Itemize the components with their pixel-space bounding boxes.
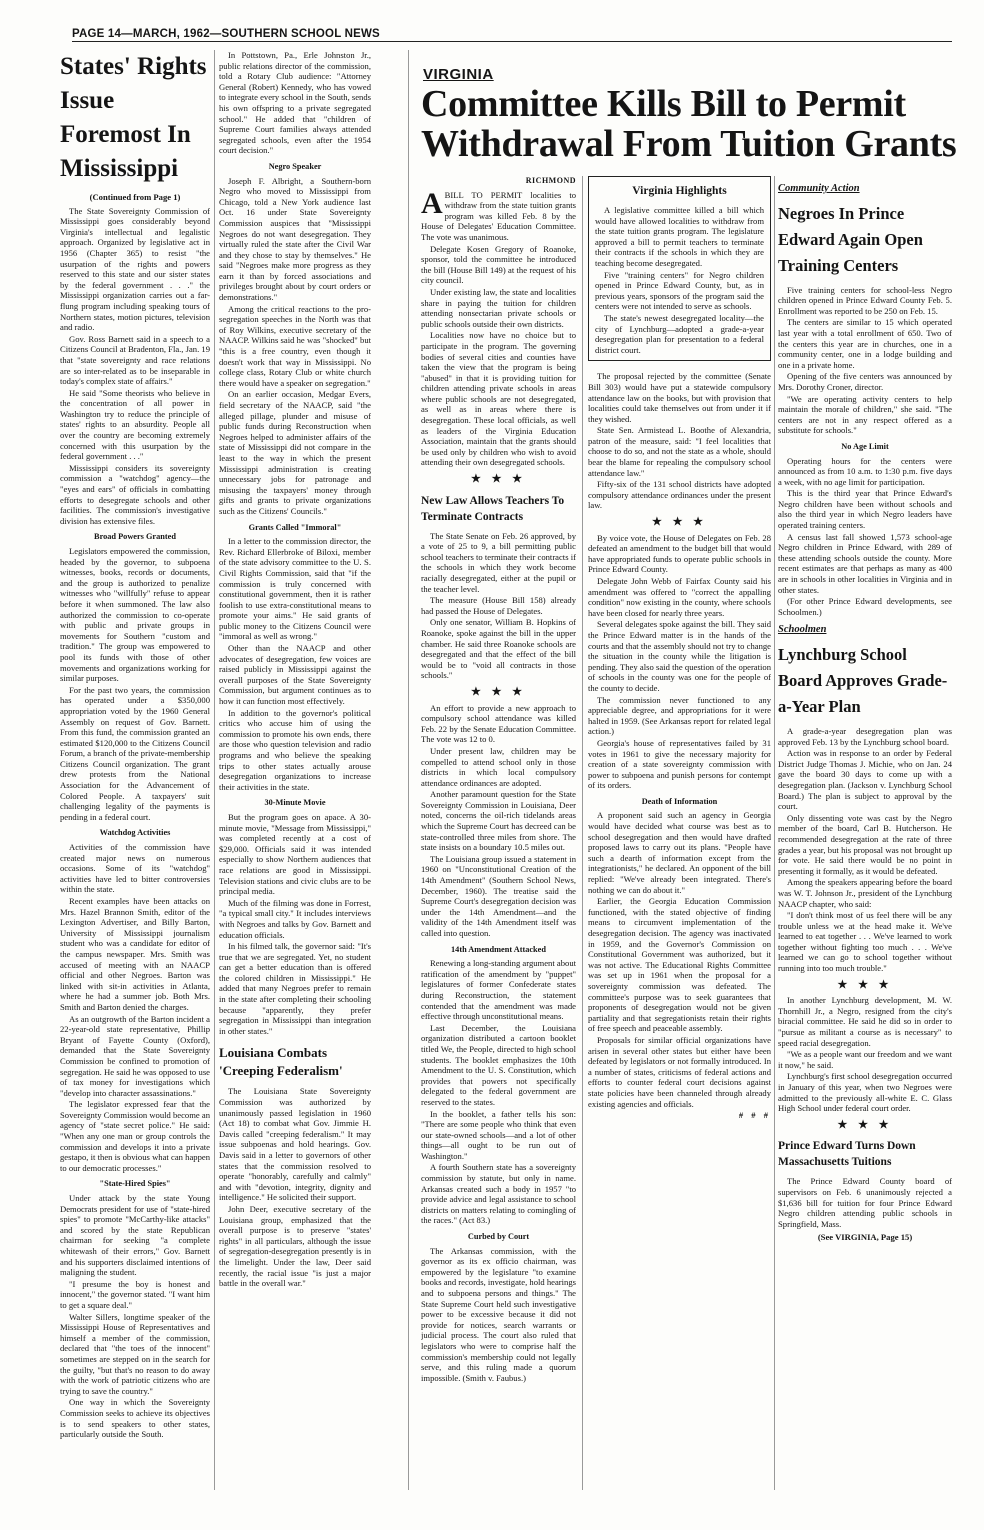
section-stars: ★ ★ ★ [837, 978, 893, 991]
column-4 [588, 176, 771, 1496]
paragraph: The Arkansas commission, with the governor as its ex officio chairman, was empowered by the legislature "to examine books and records, investigate, hold hearings and to subpoena persons and things." The State Supreme Court held such investigative power to be excessive because it did not provide for notices, search warrants or judicial process. The court also ruled that legislators who were to comprise half the commission's membership could not legally serve, and this ruling made a quorum impossible. (Smith v. Faubus.) [421, 1245, 576, 1383]
paragraph: A legislative committee killed a bill which would have allowed localities to withdraw from the state tuition grants program. The legislature approved a bill to permit teachers to terminate their contracts if the schools in which they are teaching become desegregated. [595, 205, 764, 268]
section-stars: ★ ★ ★ [470, 473, 527, 486]
paragraph: "We as a people want our freedom and we want it now," he said. [778, 1049, 952, 1070]
page-folio: PAGE 14—MARCH, 1962—SOUTHERN SCHOOL NEWS [72, 28, 952, 42]
subheading: Broad Powers Granted [94, 532, 176, 542]
paragraph: Five training centers for school-less Negro children opened in Prince Edward County Feb. 5. Enrollment was reported to be 250 on Feb. 15. [778, 284, 952, 316]
community-headline: Negroes In Prince Edward Again Open Training Centers [778, 203, 923, 275]
paragraph: By voice vote, the House of Delegates on Feb. 28 defeated an amendment to the budget bill that would have appropriated funds to operate public schools in Prince Edward County. [588, 532, 771, 575]
paragraph: The Louisiana group issued a statement in 1960 on "Unconstitutional Creation of the 14th Amendment" (Southern School News, December, 1960). The treatise said the Supreme Court's desegregation decision was under the 14th Amendment—and the validity of the 14th Amendment itself was called into question. [421, 853, 576, 938]
lead-paragraph [421, 186, 576, 243]
section-stars: ★ ★ ★ [470, 685, 527, 698]
paragraph: The Louisiana State Sovereignty Commission was authorized by unanimously passed legislation in 1960 (Act 18) to combat what Gov. Jimmie H. Davis called "creeping federalism." It may issue subpoenas and hold hearings. Gov. Davis said in a letter to governors of other states that the commission resolved to operate "honorably, carefully and calmly" and with "devotion, integrity, dignity and intelligence." He solicited their support. [219, 1086, 371, 1203]
paragraph: The legislator expressed fear that the Sovereignty Commission would become an agency of "state secret police." He said: "When any one man or group controls the commission and develops it into a private gestapo, it then is obvious what can happen to our democratic processes." [60, 1099, 210, 1173]
drop-cap: A [421, 186, 443, 220]
community-action-tag: Community Action [778, 183, 860, 194]
paragraph: One way in which the Sovereignty Commission seeks to achieve its objectives is to send speakers to other states, particularly outside the South. [60, 1397, 210, 1440]
column-rule [774, 176, 775, 1490]
paragraph: Only one senator, William B. Hopkins of Roanoke, spoke against the bill in the upper chamber. He said three Roanoke schools are desegregated and that the effect of the bill would be to "void all contracts in those schools." [421, 617, 576, 681]
paragraph: Under existing law, the state and localities share in paying the tuition for children attending nonsectarian private schools or public schools outside their own districts. [421, 286, 576, 329]
paragraph: An effort to provide a new approach to compulsory school attendance was killed Feb. 22 by the Senate Education Committee. The vote was 12 to 0. [421, 702, 576, 745]
schoolmen-tag: Schoolmen [778, 624, 827, 636]
paragraph: On an earlier occasion, Medgar Evers, field secretary of the NAACP, said "the alleged pillage, plunder and misuse of public funds during Reconstruction when Negroes helped to administer affairs of the state of Mississippi did not compare in the least to the way in which the present Mississippi administration is creating unnecessary jobs for patronage and misusing the taxpayers' money through gifts and grants to private organizations such as the Citizens' Councils." [219, 389, 371, 516]
paragraph: This is the third year that Prince Edward's Negro children have been without schools and also the third year in which Negro leaders have operated training centers. [778, 488, 952, 531]
column-rule [214, 50, 215, 1490]
paragraph: Localities now have no choice but to participate in the program. The governing bodies of several cities and counties have taken the view that the program is being "abused" in that it is providing tuition for children attending private schools in areas where public schools are not desegregated, as well as in areas where there is desegregation. These local officials, as well as leaders of the Virginia Education Association, maintain that the grants should be used only by children who wish to avoid attending their own desegregated schools. [421, 330, 576, 468]
column-3 [421, 176, 576, 1496]
end-mark: # # # [738, 1110, 771, 1121]
virginia-headline: Committee Kills Bill to Permit Withdrawal From Tuition Grants [421, 83, 957, 165]
column-rule [408, 50, 409, 1490]
paragraph: Among the critical reactions to the pro-segregation speeches in the North was that of Roy Wilkins, executive secretary of the NAACP. Wilkins said he was "shocked" but "this is a free country, even though it doesn't work that way in Mississippi. No college class, Rotary Club or white church there would have a speaker on segregation." [219, 303, 371, 388]
paragraph: Under present law, children may be compelled to attend school only in those districts in which local compulsory attendance ordinances are adopted. [421, 745, 576, 788]
teachers-headline: New Law Allows Teachers To Terminate Contracts [421, 494, 565, 523]
paragraph: The state's newest desegregated locality—the city of Lynchburg—adopted a grade-a-year desegregation plan for presentation to a federal district court. [595, 312, 764, 355]
paragraph: Delegate Kosen Gregory of Roanoke, sponsor, told the committee he introduced the bill (House Bill 149) at the request of his city council. [421, 243, 576, 286]
paragraph: In a letter to the commission director, the Rev. Richard Ellerbroke of Biloxi, member of the state advisory committee to the U. S. Civil Rights Commission, said that "if the commission is truly concerned with constitutional government, then it is rather foolish to use extra-constitutional means to promote your aims." He said grants of public money to the Citizens Council were "immoral as well as wrong." [219, 536, 371, 642]
subheading: 30-Minute Movie [264, 798, 326, 808]
paragraph: Several delegates spoke against the bill. They said the Prince Edward matter is in the hands of the courts and that the assembly should not try to change the situation in the county while the litigation is pending. They also said the question of the operation of schools in the county was one for the people of the county to decide. [588, 619, 771, 693]
paragraph: A fourth Southern state has a sovereignty commission by statute, but only in name. Arkansas created such a body in 1957 "to provide advice and legal assistance to school districts on matters relating to comingling of the races." (Act 83.) [421, 1162, 576, 1226]
paragraph: For the past two years, the commission has operated under a $350,000 appropriation voted by the 1960 General Assembly on request of Gov. Barnett. From this fund, the commission granted an estimated $120,000 to the Citizens Council Forum, a branch of the private-membership Citizens Council organization. The grant drew protests from the National Association for the Advancement of Colored People. A taxpayers' suit challenging legality of the payments is pending in a federal court. [60, 684, 210, 822]
paragraph: "I presume the boy is honest and innocent," the governor stated. "I want him to get a square deal." [60, 1278, 210, 1310]
paragraph: Proposals for similar official organizations have arisen in several other states but either have been defeated by legislators or not formally introduced. In a number of states, criticisms of federal actions and efforts to counter federal court decisions against state policies have been channeled through already existing agencies and officials. [588, 1034, 771, 1109]
paragraph: The commission never functioned to any appreciable degree, and appropriations for it were halted in 1959. (See Arkansas report for related legal action.) [588, 694, 771, 737]
column-rule [582, 176, 583, 1490]
paragraph: The State Senate on Feb. 26 approved, by a vote of 25 to 9, a bill permitting public school teachers to terminate their contracts if the schools in which they work become racially desegregated, either at the pupil or the teacher level. [421, 530, 576, 594]
paragraph: In addition to the governor's political critics who accuse him of using the commission to promote his own ends, there are those who question television and radio programs and who believe the speaking trips to other states actually arouse desegregation organizations to increase their activities in the state. [219, 707, 371, 792]
subheading: Death of Information [641, 796, 718, 806]
paragraph: Legislators empowered the commission, headed by the governor, to subpoena witnesses, books, records or documents, and the group is authorized to penalize witnesses who "willfully" refuse to appear before it when summoned. The law also authorized the commission to co-operate with public and private groups in movements for Southern "custom and tradition." The group was empowered to pool its funds with those of other movements and organizations working for similar purposes. [60, 546, 210, 684]
lynchburg-headline: Lynchburg School Board Approves Grade-a-Year Plan [778, 645, 948, 716]
paragraph: Lynchburg's first school desegregation occurred in January of this year, when two Negroes were admitted to the previously all-white E. C. Glass High School under federal court order. [778, 1071, 952, 1114]
subheading: Curbed by Court [467, 1232, 530, 1242]
paragraph: Other than the NAACP and other advocates of desegregation, few voices are raised publicly in Mississippi against the overall purposes of the State Sovereignty Commission, but argument continues as to how it can function most effectively. [219, 643, 371, 707]
paragraph: Gov. Ross Barnett said in a speech to a Citizens Council at Bradenton, Fla., Jan. 19 that "state sovereignty and race relations are so inter-related as to be inseparable in today's complex state of affairs." [60, 333, 210, 387]
paragraph: As an outgrowth of the Barton incident a 22-year-old state representative, Phillip Bryant of Fayette County (Oxford), demanded that the State Sovereignty Commission be confined to promotion of segregation. He said he was opposed to use of tax money for investigations which "develop into character assassinations." [60, 1013, 210, 1098]
paragraph: Among the speakers appearing before the board was W. T. Johnson Jr., president of the Lynchburg NAACP chapter, who said: [778, 877, 952, 909]
subheading: Grants Called "Immoral" [248, 522, 342, 532]
paragraph: The measure (House Bill 158) already had passed the House of Delegates. [421, 595, 576, 616]
paragraph: The State Sovereignty Commission of Mississippi goes considerably beyond Virginia's intellectual and legalistic approach. Organized by legislative act in 1956 (Chapter 365) to resist "the usurpation of the rights and powers reserved to this state and our sister states by the federal government . . ." the Mississippi organization carries out a far-flung program including speaking tours of Northern states, motion pictures, television and radio. [60, 205, 210, 333]
subheading: "State-Hired Spies" [99, 1179, 171, 1189]
dateline: RICHMOND [525, 176, 576, 185]
paragraph: "I don't think most of us feel there will be any trouble unless we at the head make it. We've learned to eat together . . . We've learned to work together without fighting too much . . . We've learned we can go to school together without running into too much trouble." [778, 910, 952, 974]
paragraph: Recent examples have been attacks on Mrs. Hazel Brannon Smith, editor of the Lexington Advertiser, and Billy Barton, University of Mississippi journalism student who was a candidate for editor of the campus newspaper. Mrs. Smith was accused of meeting with an NAACP official and other Negroes. Barton was linked with sit-in activities in Atlanta, where he had a summer job. Both Mrs. Smith and Barton denied the charges. [60, 896, 210, 1012]
paragraph: A grade-a-year desegregation plan was approved Feb. 13 by the Lynchburg school board. [778, 726, 952, 747]
virginia-highlights-box [588, 176, 771, 361]
paragraph: Operating hours for the centers were announced as from 10 a.m. to 1:30 p.m. five days a week, with no age limit for participation. [778, 455, 952, 487]
paragraph: Fifty-six of the 131 school districts have adopted compulsory attendance ordinances under the present law. [588, 479, 771, 511]
paragraph: Only dissenting vote was cast by the Negro member of the board, Carl B. Hutcherson. He recommended desegregation at the rate of three grades a year, but his proposal was not brought up for vote. He said there would be no point in presenting it formally, as it would be defeated. [778, 812, 952, 876]
paragraph: In his filmed talk, the governor said: "It's true that we are segregated. Yet, no student can get a better education than is offered the colored children in Mississippi." He added that many Negroes prefer to remain in the state after completing their schooling because "apparently, they prefer segregation in Mississippi than integration in other states." [219, 941, 371, 1036]
louisiana-headline: Louisiana Combats 'Creeping Federalism' [219, 1045, 343, 1079]
section-stars: ★ ★ ★ [837, 1118, 893, 1131]
paragraph: He said "Some theorists who believe in the concentration of all power in Washington try to reduce the principle of states' rights to an absurdity. People all over the country are becoming extremely concerned with this usurpation by the federal government . . ." [60, 387, 210, 462]
paragraph: State Sen. Armistead L. Boothe of Alexandria, patron of the measure, said: "I feel localities that choose to do so, and not the state as a whole, should bear the blame for repealing the compulsory school attendance law." [588, 425, 771, 478]
paragraph: Activities of the commission have created major news on numerous occasions. Some of its "watchdog" activities have led to bitter controversies within the state. [60, 842, 210, 895]
column-1 [60, 50, 210, 1510]
mississippi-headline: States' Rights Issue Foremost In Mississippi [60, 53, 207, 182]
paragraph: Georgia's house of representatives failed by 31 votes in 1961 to give the necessary majority for creation of a state sovereignty commission with power to subpoena and punish persons for contempt of its orders. [588, 737, 771, 791]
paragraph: Mississippi considers its sovereignty commission a "watchdog" agency—the "eyes and ears" of officials in combatting efforts to desegregate schools and other facilities. The commission's investigative division has extensive files. [60, 462, 210, 526]
see-also-link[interactable]: (See VIRGINIA, Page 15) [817, 1232, 913, 1243]
paragraph: The centers are similar to 15 which operated last year with a total enrollment of 650. Two of the centers this year are in churches, one in a community center, one in a lodge building and one in a private home. [778, 317, 952, 370]
paragraph: "We are operating activity centers to help maintain the morale of children," she said. "The centers are not in any respect offered as a substitute for schools." [778, 393, 952, 436]
paragraph: A census last fall showed 1,573 school-age Negro children in Prince Edward, with 289 of these attending schools outside the county. More recent estimates are that perhaps as many as 400 are in schools in other localities in Virginia and in other states. [778, 531, 952, 595]
paragraph: Last December, the Louisiana organization distributed a cartoon booklet titled We, the People, directed to high school students. The booklet emphasizes the 10th Amendment to the U. S. Constitution, which provides that powers not specifically delegated to the federal government are reserved to the states. [421, 1022, 576, 1107]
paragraph: Under attack by the state Young Democrats president for use of "state-hired spies" to promote "McCarthy-like attacks" and scored by the state Republican chairman for seeking "a complete whitewash of their errors," Gov. Barnett and his supporters disclaimed intentions of maligning the student. [60, 1193, 210, 1278]
subheading: No Age Limit [841, 441, 889, 451]
highlights-title: Virginia Highlights [632, 185, 727, 197]
continued-note: (Continued from Page 1) [89, 192, 181, 202]
paragraph: In the booklet, a father tells his son: "There are some people who think that even our state-owned schools—and a lot of other things—all ought to be run out of Washington." [421, 1108, 576, 1161]
paragraph: A proponent said such an agency in Georgia would have decided what course was best as to school desegregation and then would have drafted proposed laws to carry out its plans. "People have such a dearth of information except from the integrationists," he declared. An opponent of the bill replied: "We've already been integrated. There's nothing we can do about it." [588, 810, 771, 895]
paragraph: Five "training centers" for Negro children opened in Prince Edward County, but, as in previous years, sponsors of the program said the centers were not intended to serve as schools. [595, 269, 764, 312]
paragraph: Joseph F. Albright, a Southern-born Negro who moved to Mississippi from Chicago, told a New York audience last Oct. 16 under State Sovereignty Commission auspices that "Mississippi Negroes do not want desegregation. They virtually ruled the state after the Civil War and they chose to stay by themselves." He said "Negroes make more progress as they earn it than by forced associations and privileges brought about by court orders or demonstrations." [219, 175, 371, 303]
paragraph: Opening of the five centers was announced by Mrs. Dorothy Croner, director. [778, 371, 952, 392]
paragraph: In another Lynchburg development, M. W. Thornhill Jr., a Negro, resigned from the city's biracial committee. He said he did so in order to "pursue as militant a course as is necessary" to speed racial desegregation. [778, 995, 952, 1048]
paragraph: (For other Prince Edward developments, see Schoolmen.) [778, 596, 952, 617]
subheading: 14th Amendment Attacked [451, 944, 546, 954]
paragraph: Earlier, the Georgia Education Commission functioned, with the stated objective of finding means to circumvent implementation of the desegregation decision. The agency was inactivated in 1959, and the Governor's Commission on Constitutional Government was authorized, but it was not active. The Educational Rights Committee was set up in 1961 when the proposal for a sovereignty commission was defeated. The committee's purpose was to seek guarantees that proponents of desegregation would not be given partiality and that segregationists retain their rights of free speech and peaceable assembly. [588, 896, 771, 1034]
paragraph: Much of the filming was done in Forrest, "a typical small city." It includes interviews with Negroes and talks by Gov. Barnett and education officials. [219, 897, 371, 940]
paragraph: Walter Sillers, longtime speaker of the Mississippi House of Representatives and himself a member of the commission, declared that "the toes of the innocent" sometimes are stepped on in the search for the guilty, "but that's no reason to do away with the work of patriotic citizens who are trying to save the country." [60, 1311, 210, 1396]
column-5 [778, 176, 952, 1496]
paragraph: Renewing a long-standing argument about ratification of the amendment by "puppet" legislatures of former Confederate states during Reconstruction, the statement contended that the amendment was made effective through unconstitutional means. [421, 958, 576, 1022]
paragraph: Delegate John Webb of Fairfax County said his amendment was offered to "correct the appalling condition" now existing in the county, where schools have been closed for nearly three years. [588, 576, 771, 618]
paragraph: John Deer, executive secretary of the Louisiana group, emphasized that the overall purpose is to preserve "states' rights" in all particulars, although the issue of segregation-desegregation presently is in the limelight. Under the law, Deer said recently, the racial issue "is just a major battle in the overall war." [219, 1203, 371, 1289]
lead-text: BILL TO PERMIT localities to withdraw from the state tuition grants program was killed Feb. 8 by the House of Delegates' Education Committee. The vote was unanimous. [421, 189, 576, 242]
massachusetts-headline: Prince Edward Turns Down Massachusetts Tuitions [778, 1140, 916, 1169]
column-2 [219, 50, 371, 1510]
section-stars: ★ ★ ★ [651, 516, 708, 529]
subheading: Watchdog Activities [99, 828, 171, 838]
paragraph: But the program goes on apace. A 30-minute movie, "Message from Mississippi," was completed recently at a cost of $29,000. Officials said it was intended especially to show Northern audiences that race relations are good in Mississippi. Television stations and civic clubs are to be principal media. [219, 811, 371, 897]
paragraph: The Prince Edward County board of supervisors on Feb. 6 unanimously rejected a $1,636 bill for tuition for four Prince Edward Negro children attending public schools in Springfield, Mass. [778, 1176, 952, 1229]
paragraph: In Pottstown, Pa., Erle Johnston Jr., public relations director of the commission, told a Rotary Club audience: "Attorney General (Robert) Kennedy, who has vowed to integrate every school in the South, sends his own offspring to a private segregated school." He added that "children of Supreme Court families always attended segregated schools, even after the 1954 court decision." [219, 50, 371, 156]
paragraph: Action was in response to an order by Federal District Judge Thomas J. Michie, who on Jan. 24 gave the board 30 days to come up with a desegregation plan. (Jackson v. Lynchburg School Board.) The plan is subject to approval by the court. [778, 748, 952, 812]
section-kicker: VIRGINIA [423, 66, 494, 83]
subheading: Negro Speaker [268, 161, 322, 171]
paragraph: Another paramount question for the State Sovereignty Commission in Louisiana, Deer noted, concerns the oil-rich tidelands areas which the Supreme Court has decreed can be state-controlled three miles from shore. The state insists on a boundary 10.5 miles out. [421, 789, 576, 853]
paragraph: The proposal rejected by the committee (Senate Bill 303) would have put a statewide compulsory attendance law on the books, but with provision that localities could take themselves out from under it if they wished. [588, 371, 771, 424]
